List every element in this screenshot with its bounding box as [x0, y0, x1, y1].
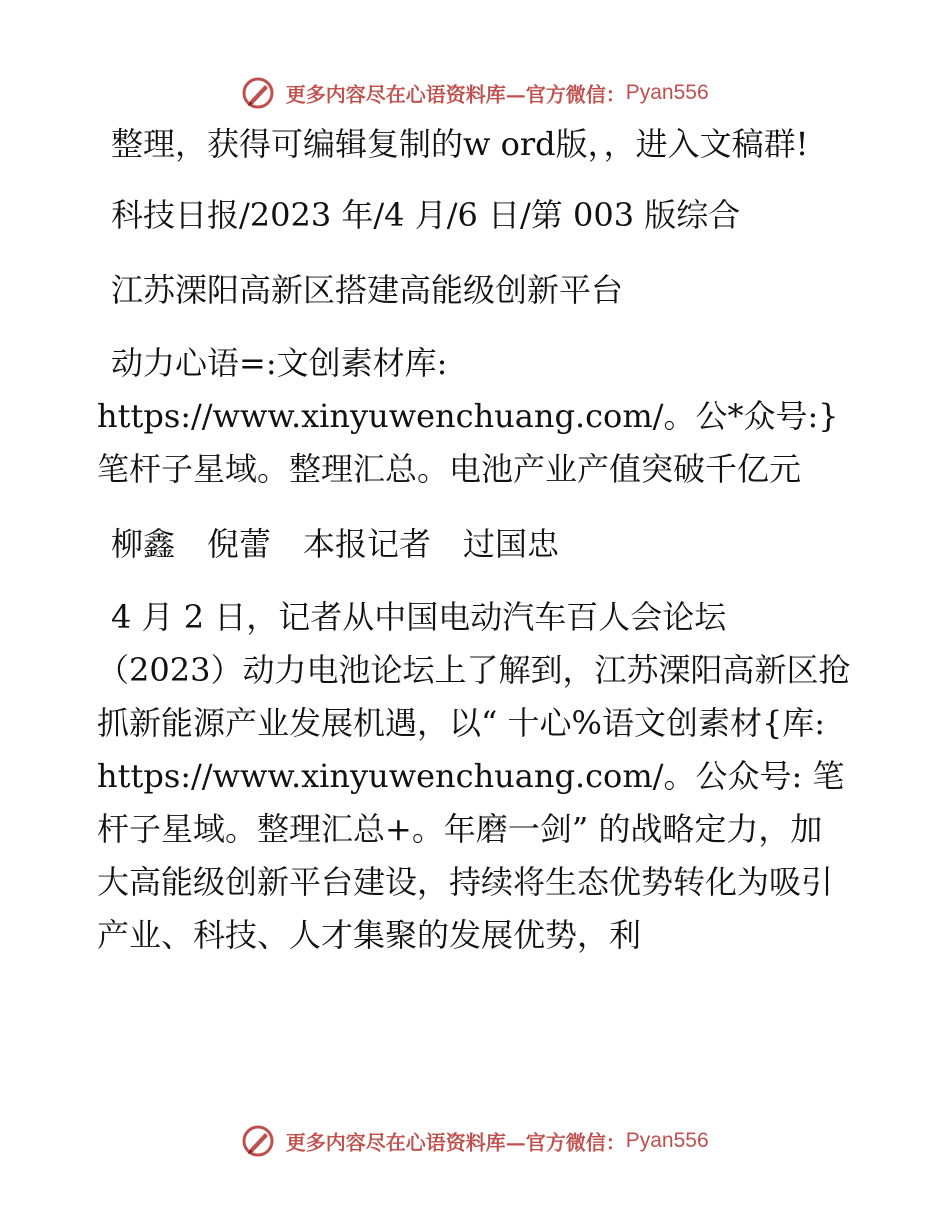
- footer-promo-text: 更多内容尽在心语资料库—官方微信：: [285, 1130, 626, 1155]
- footer-wechat-id: Pyan556: [625, 1129, 709, 1152]
- byline: 柳鑫 倪蕾 本报记者 过国忠: [111, 525, 560, 563]
- body-paragraph: 4 月 2 日，记者从中国电动汽车百人会论坛（2023）动力电池论坛上了解到，江苏溧阳高新区抢抓新能源产业发展机遇，以“ 十心%语文创素材{库: https://www.xinyuwenchuang.com/。公众号: 笔杆子星域。整理汇总+。年磨一剑” 的战略定力，加大高能级创新平台建设，持续将生态优势转化为吸引产业、科技、人才集聚的发展优势，利: [97, 598, 851, 954]
- pen-logo-icon: [241, 76, 275, 110]
- header-promo-text: 更多内容尽在心语资料库—官方微信：: [285, 82, 626, 107]
- footer-banner: [0, 1124, 950, 1158]
- article-title: 江苏溧阳高新区搭建高能级创新平台: [111, 271, 624, 309]
- document-body: [97, 118, 853, 962]
- pen-logo-icon: [241, 1124, 275, 1158]
- header-banner: [0, 76, 950, 110]
- source-line: 科技日报/2023 年/4 月/6 日/第 003 版综合: [111, 196, 741, 234]
- intro-paragraph: 整理，获得可编辑复制的w ord版，，进入文稿群!: [111, 125, 809, 163]
- promo-paragraph: 动力心语=:文创素材库: https://www.xinyuwenchuang.com/。公*众号:}笔杆子星域。整理汇总。电池产业产值突破千亿元: [97, 344, 839, 488]
- header-wechat-id: Pyan556: [625, 81, 709, 104]
